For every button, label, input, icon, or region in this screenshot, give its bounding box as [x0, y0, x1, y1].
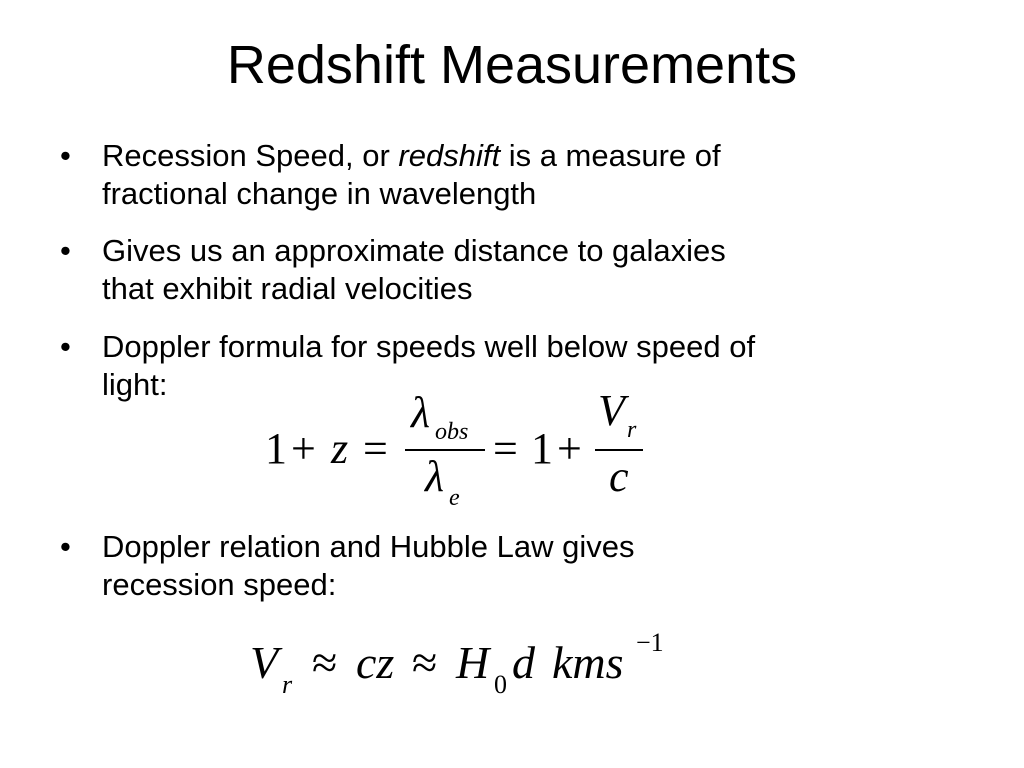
- bullet-line: light:: [102, 367, 168, 402]
- bullet-marker: •: [60, 233, 71, 268]
- hubble-equation: [250, 630, 710, 710]
- bullet-marker: •: [60, 529, 71, 564]
- eq-subscript-e: e: [449, 485, 460, 511]
- fraction-bar: [405, 449, 485, 451]
- bullet-emphasis: redshift: [398, 138, 501, 173]
- eq-v: V: [598, 386, 625, 435]
- eq-subscript-r: r: [627, 417, 637, 443]
- eq-approx: ≈: [312, 637, 338, 688]
- eq-c: c: [609, 452, 629, 501]
- bullet-item: [60, 232, 960, 308]
- bullet-line: fractional change in wavelength: [102, 176, 537, 211]
- bullet-marker: •: [60, 329, 71, 364]
- eq-lambda-obs: λ: [411, 388, 431, 437]
- eq-plus: +: [291, 424, 316, 473]
- eq-equals: =: [493, 424, 518, 473]
- bullet-line: [102, 137, 960, 175]
- bullet-line: Gives us an approximate distance to galaxies: [102, 233, 726, 268]
- eq-z: z: [331, 424, 349, 473]
- eq-subscript-obs: obs: [435, 419, 469, 445]
- bullet-line: that exhibit radial velocities: [102, 271, 473, 306]
- bullet-text: is a measure of: [500, 138, 721, 173]
- bullet-item: [60, 137, 960, 213]
- eq-plus: +: [557, 424, 582, 473]
- doppler-equation: [265, 386, 685, 513]
- eq-exponent: −1: [636, 628, 664, 657]
- bullet-item: [60, 528, 960, 604]
- slide-title: Redshift Measurements: [226, 35, 798, 95]
- eq-one: 1: [265, 424, 287, 473]
- eq-lambda-e: λ: [425, 452, 445, 501]
- bullet-text: Recession Speed, or: [102, 138, 399, 173]
- eq-approx: ≈: [412, 637, 438, 688]
- bullet-marker: •: [60, 138, 71, 173]
- eq-subscript-r: r: [282, 670, 293, 699]
- bullet-line: Doppler relation and Hubble Law gives: [102, 529, 635, 564]
- eq-kms: kms: [552, 637, 624, 688]
- eq-d: d: [512, 637, 535, 688]
- bullet-line: recession speed:: [102, 567, 337, 602]
- eq-equals: =: [363, 424, 388, 473]
- eq-cz: cz: [356, 637, 395, 688]
- eq-one: 1: [531, 424, 553, 473]
- eq-subscript-zero: 0: [494, 670, 507, 699]
- bullet-line: Doppler formula for speeds well below speed of: [102, 329, 756, 364]
- eq-h: H: [456, 637, 490, 688]
- eq-v: V: [250, 637, 279, 688]
